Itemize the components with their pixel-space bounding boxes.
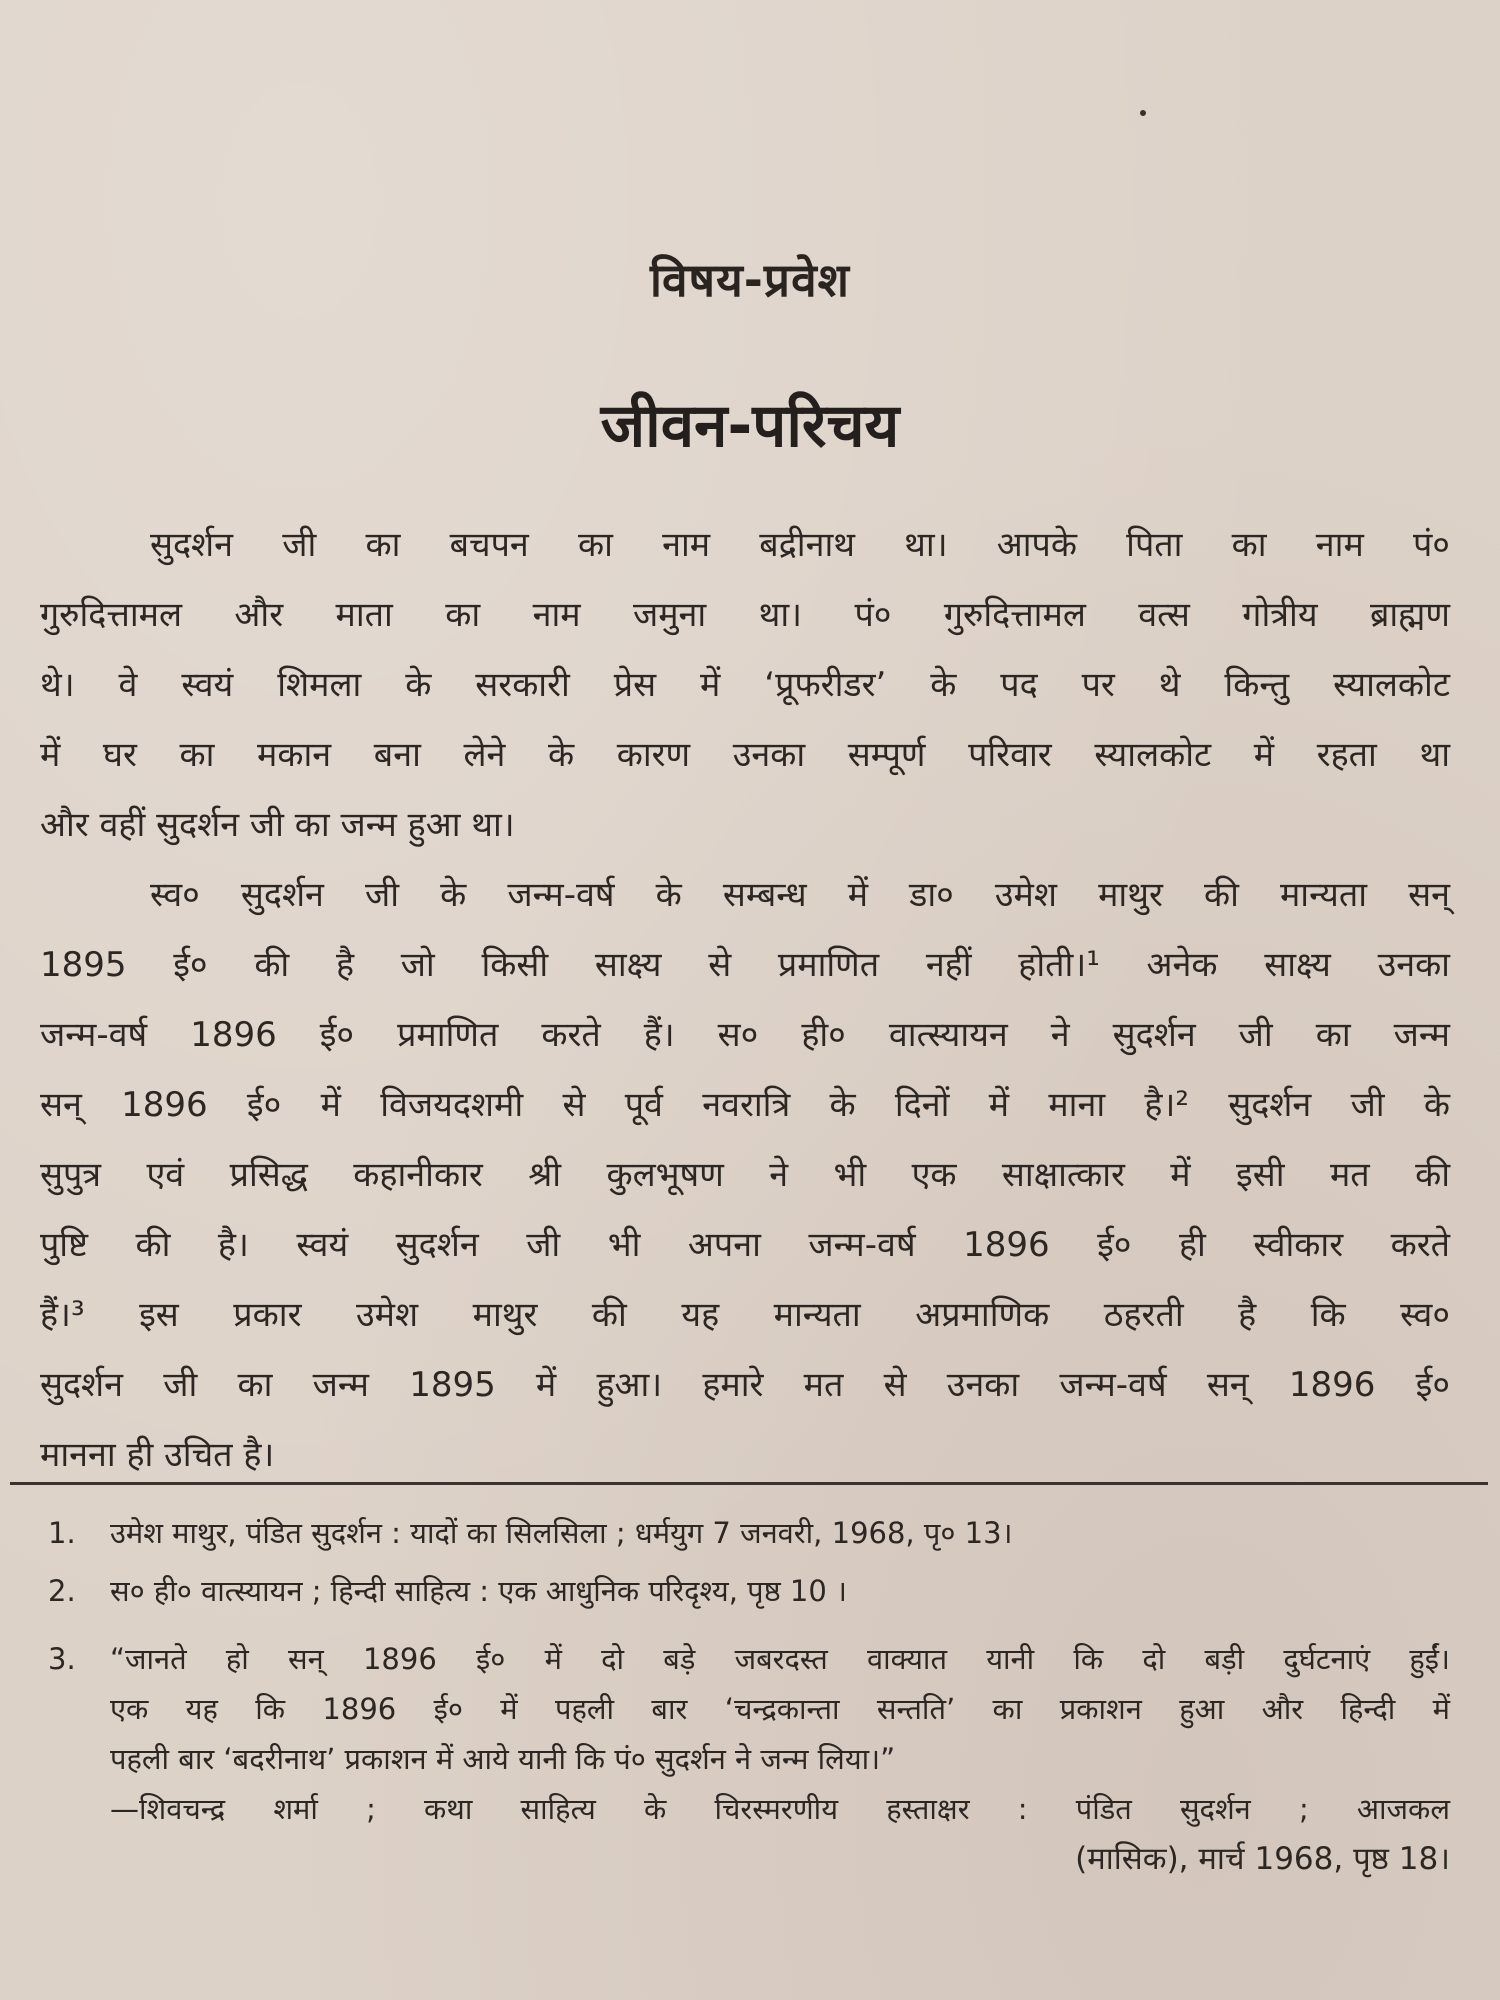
text-line: सुपुत्र एवं प्रसिद्ध कहानीकार श्री कुलभूषण ने भी एक साक्षात्कार में इसी मत की [40, 1155, 1450, 1195]
text-line: पुष्टि की है। स्वयं सुदर्शन जी भी अपना जन्म-वर्ष 1896 ई० ही स्वीकार करते [40, 1225, 1450, 1265]
footnote-text: उमेश माथुर, पंडित सुदर्शन : यादों का सिलसिला ; धर्मयुग 7 जनवरी, 1968, पृ० 13। [110, 1516, 1013, 1550]
text-line: गुरुदित्तामल और माता का नाम जमुना था। पं० गुरुदित्तामल वत्स गोत्रीय ब्राह्मण [40, 595, 1450, 635]
footnote-2 [40, 1566, 1450, 1616]
text-line: थे। वे स्वयं शिमला के सरकारी प्रेस में ‘प्रूफरीडर’ के पद पर थे किन्तु स्यालकोट [40, 665, 1450, 705]
body-text [40, 510, 1450, 1490]
text-line: जन्म-वर्ष 1896 ई० प्रमाणित करते हैं। स० ही० वात्स्यायन ने सुदर्शन जी का जन्म [40, 1015, 1450, 1055]
text-line: में घर का मकान बना लेने के कारण उनका सम्पूर्ण परिवार स्यालकोट में रहता था [40, 735, 1450, 775]
paragraph [40, 860, 1450, 1490]
chapter-title: जीवन-परिचय [600, 391, 900, 461]
text-line: सन् 1896 ई० में विजयदशमी से पूर्व नवरात्रि के दिनों में माना है।² सुदर्शन जी के [40, 1085, 1450, 1125]
text-line: सुदर्शन जी का जन्म 1895 में हुआ। हमारे मत से उनका जन्म-वर्ष सन् 1896 ई० [40, 1365, 1450, 1405]
text-line: स्व० सुदर्शन जी के जन्म-वर्ष के सम्बन्ध में डा० उमेश माथुर की मान्यता सन् [150, 875, 1450, 915]
footnote-text: स० ही० वात्स्यायन ; हिन्दी साहित्य : एक आधुनिक परिदृश्य, पृष्ठ 10 । [110, 1574, 848, 1608]
footnote-number: 1. [48, 1516, 76, 1550]
footnote-text: एक यह कि 1896 ई० में पहली बार ‘चन्द्रकान्ता सन्तति’ का प्रकाशन हुआ और हिन्दी में [110, 1692, 1450, 1726]
footnote-text: पहली बार ‘बदरीनाथ’ प्रकाशन में आये यानी कि पं० सुदर्शन ने जन्म लिया।” [110, 1742, 896, 1776]
ink-speck [1140, 110, 1146, 116]
text-line: हैं।³ इस प्रकार उमेश माथुर की यह मान्यता अप्रमाणिक ठहरती है कि स्व० [40, 1295, 1450, 1335]
footnote-text: “जानते हो सन् 1896 ई० में दो बड़े जबरदस्त वाक्यात यानी कि दो बड़ी दुर्घटनाएं हुईं। [110, 1642, 1450, 1676]
footnote-divider [10, 1482, 1488, 1485]
paragraph [40, 510, 1450, 860]
section-title: विषय-प्रवेश [650, 253, 850, 307]
footnote-1 [40, 1508, 1450, 1558]
text-line: और वहीं सुदर्शन जी का जन्म हुआ था। [40, 805, 515, 845]
footnotes [40, 1508, 1450, 1884]
footnote-number: 3. [48, 1642, 76, 1676]
footnote-attribution: —शिवचन्द्र शर्मा ; कथा साहित्य के चिरस्मरणीय हस्ताक्षर : पंडित सुदर्शन ; आजकल [110, 1792, 1450, 1826]
footnote-3 [40, 1634, 1450, 1884]
text-line: मानना ही उचित है। [40, 1435, 275, 1475]
text-line: सुदर्शन जी का बचपन का नाम बद्रीनाथ था। आपके पिता का नाम पं० [150, 525, 1450, 565]
footnote-attribution-end: (मासिक), मार्च 1968, पृष्ठ 18। [1075, 1841, 1450, 1877]
footnote-number: 2. [48, 1574, 76, 1608]
text-line: 1895 ई० की है जो किसी साक्ष्य से प्रमाणित नहीं होती।¹ अनेक साक्ष्य उनका [40, 945, 1450, 985]
